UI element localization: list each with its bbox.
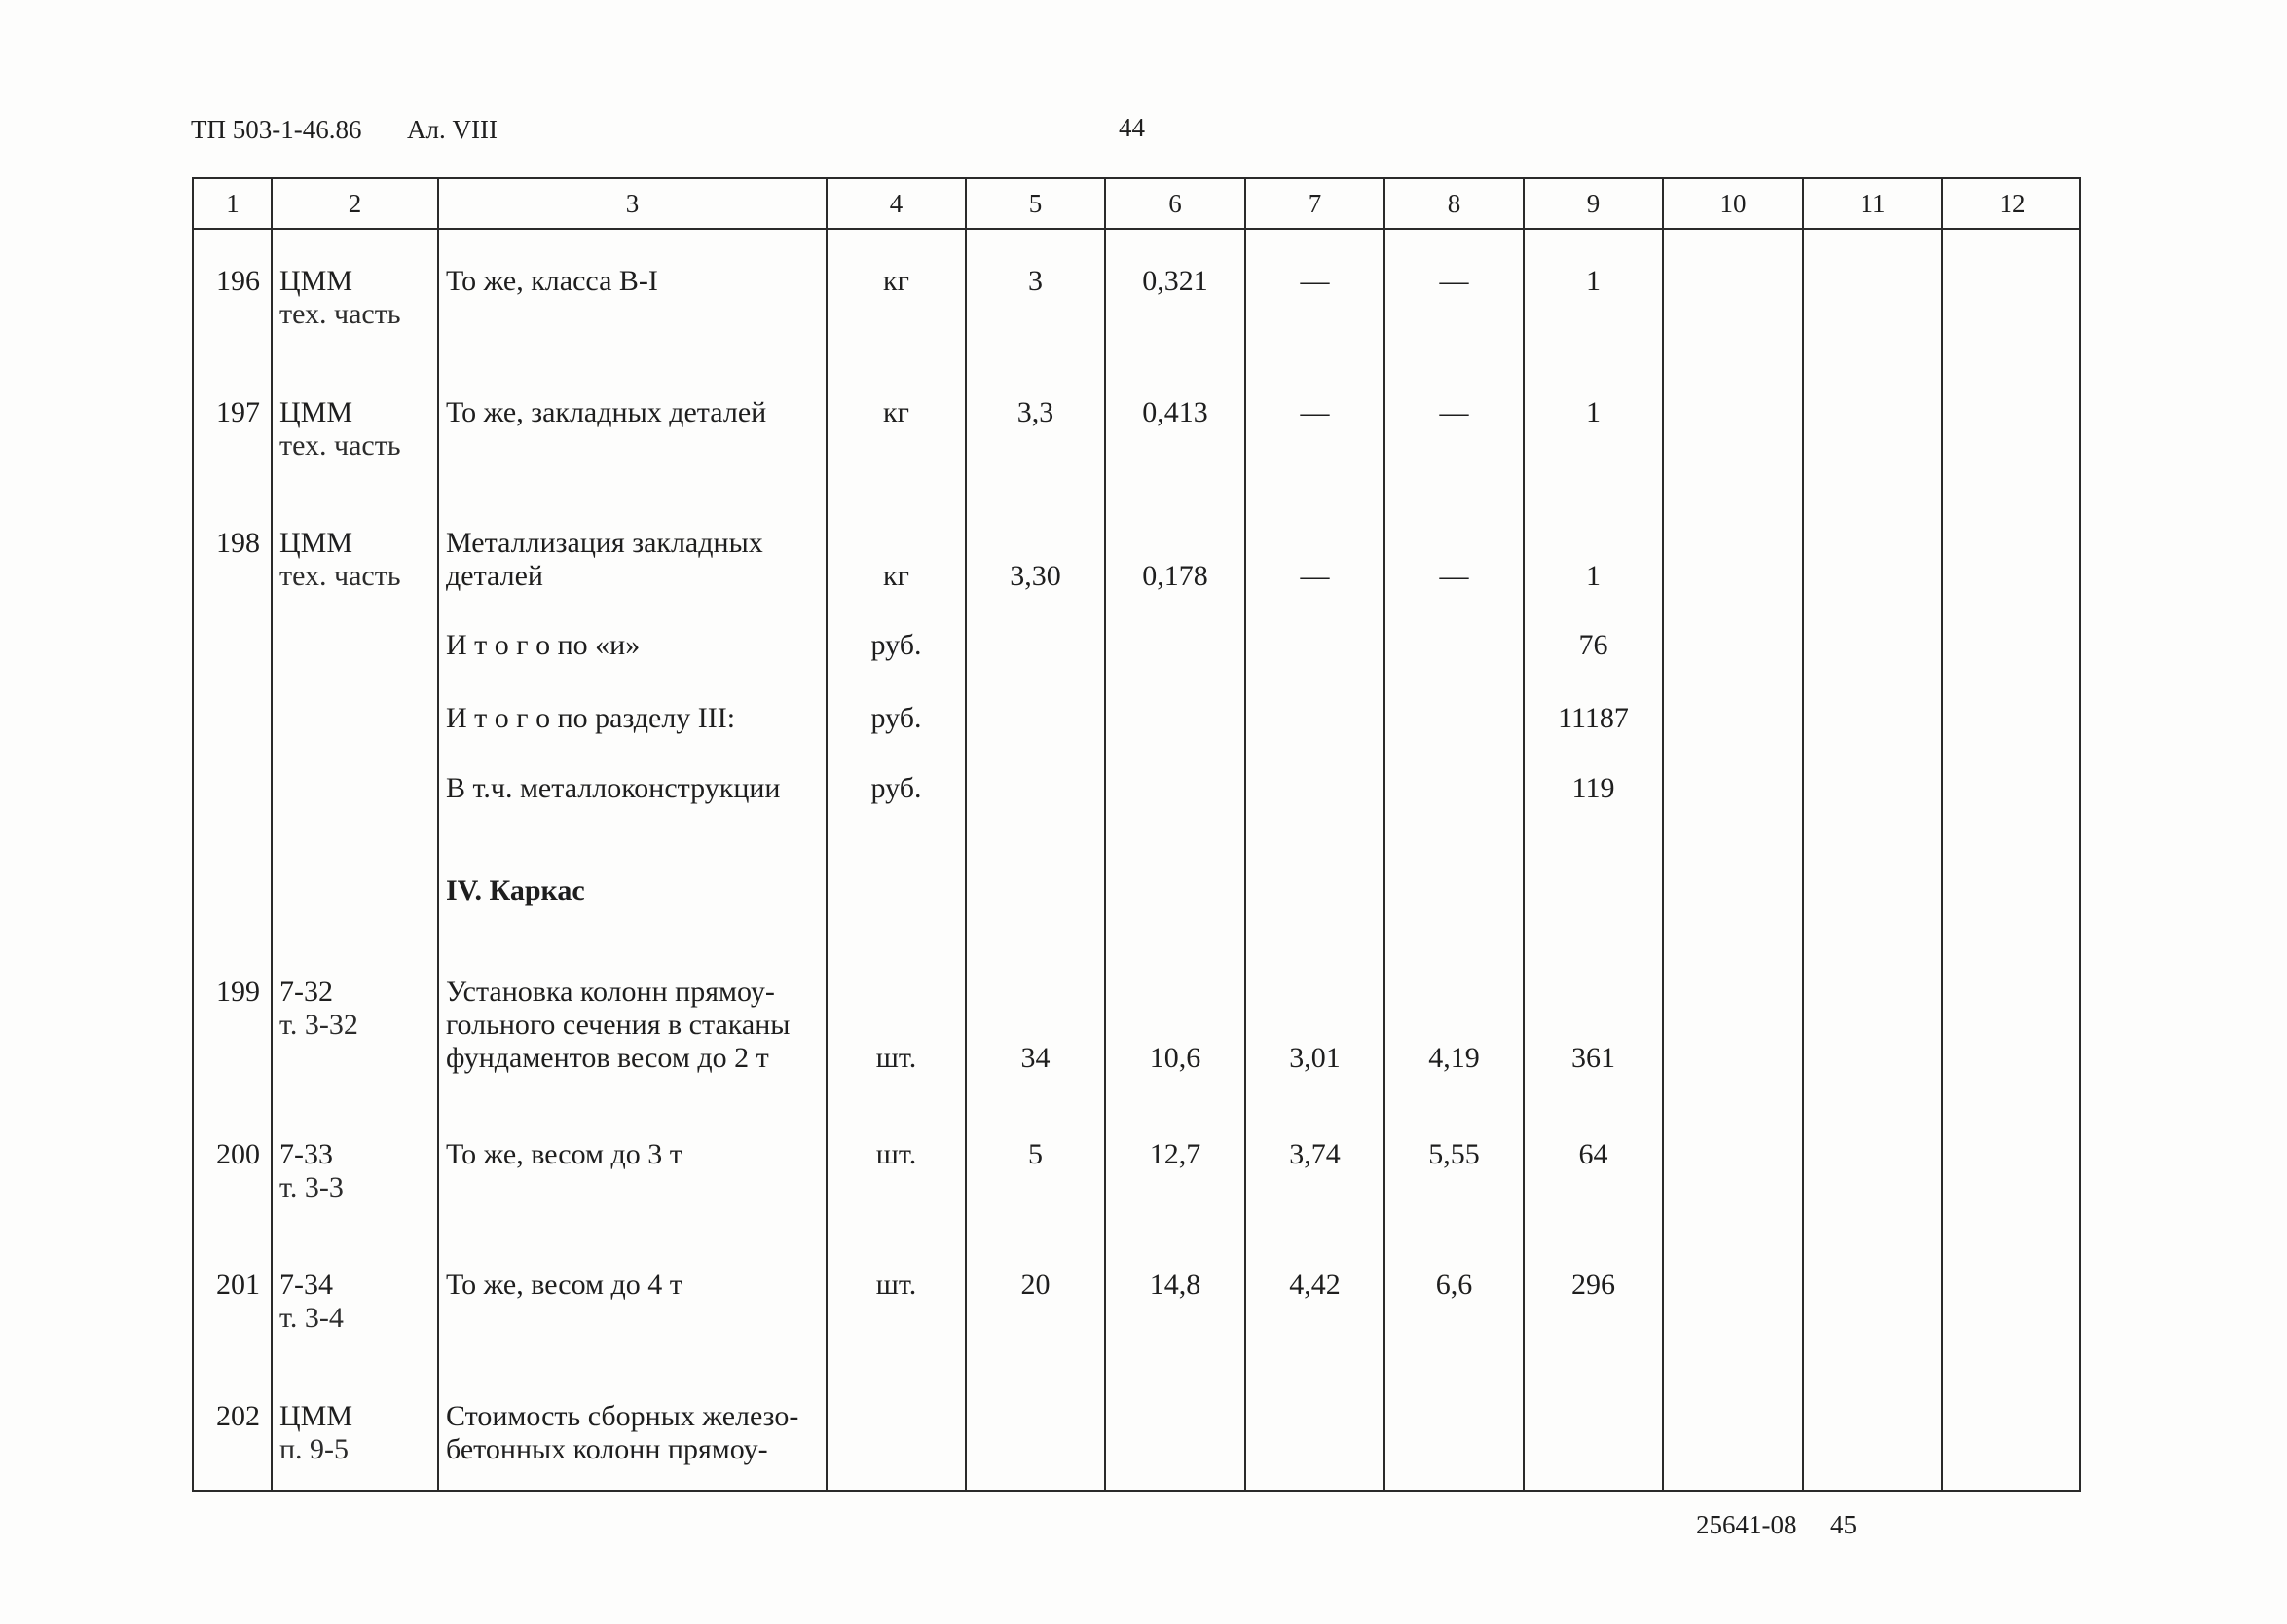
column-number: 3 bbox=[625, 189, 640, 218]
document-code: ТП 503-1-46.86 bbox=[191, 115, 362, 144]
row-number: 201 bbox=[216, 1269, 260, 1301]
row-number: 196 bbox=[216, 265, 260, 297]
item-description: То же, весом до 4 т bbox=[446, 1269, 682, 1301]
column-number: 4 bbox=[889, 189, 904, 218]
item-description: То же, закладных деталей bbox=[446, 396, 767, 428]
machine-cost: — bbox=[1439, 560, 1469, 592]
total-cost: 361 bbox=[1571, 1042, 1615, 1074]
total-cost: 296 bbox=[1571, 1269, 1615, 1301]
column-number: 10 bbox=[1719, 189, 1747, 218]
column-divider bbox=[965, 179, 967, 1490]
quantity: 20 bbox=[1020, 1269, 1051, 1301]
column-number: 6 bbox=[1168, 189, 1182, 218]
item-description: деталей bbox=[446, 560, 543, 592]
source-code: ЦММ bbox=[279, 1400, 353, 1432]
row-number: 202 bbox=[216, 1400, 260, 1432]
item-description: То же, весом до 3 т bbox=[446, 1138, 682, 1170]
column-number: 1 bbox=[226, 189, 240, 218]
unit-cost: 10,6 bbox=[1149, 1042, 1201, 1074]
unit-of-measure: кг bbox=[883, 265, 909, 297]
item-description: Металлизация закладных bbox=[446, 527, 763, 559]
source-detail: тех. часть bbox=[279, 298, 401, 330]
item-description: И т о г о по разделу III: bbox=[446, 702, 736, 734]
item-description: гольного сечения в стаканы bbox=[446, 1009, 791, 1041]
unit-of-measure: кг bbox=[883, 560, 909, 592]
total-cost: 1 bbox=[1586, 265, 1601, 297]
source-detail: т. 3-3 bbox=[279, 1171, 344, 1203]
wage-cost: 3,74 bbox=[1289, 1138, 1341, 1170]
total-cost: 64 bbox=[1578, 1138, 1608, 1170]
column-number: 5 bbox=[1028, 189, 1043, 218]
item-description: фундаментов весом до 2 т bbox=[446, 1042, 769, 1074]
footer-code: 25641-08 bbox=[1696, 1510, 1797, 1539]
column-divider bbox=[1662, 179, 1664, 1490]
total-cost: 119 bbox=[1571, 772, 1615, 804]
item-description: В т.ч. металлоконструкции bbox=[446, 772, 781, 804]
unit-cost: 14,8 bbox=[1149, 1269, 1201, 1301]
row-number: 200 bbox=[216, 1138, 260, 1170]
unit-cost: 12,7 bbox=[1149, 1138, 1201, 1170]
column-number: 9 bbox=[1586, 189, 1601, 218]
machine-cost: — bbox=[1439, 396, 1469, 428]
column-divider bbox=[826, 179, 828, 1490]
row-number: 199 bbox=[216, 976, 260, 1008]
total-cost: 11187 bbox=[1558, 702, 1629, 734]
page-number: 44 bbox=[1119, 113, 1145, 142]
header-divider bbox=[194, 228, 2079, 230]
unit-of-measure: руб. bbox=[870, 772, 922, 804]
column-divider bbox=[1383, 179, 1385, 1490]
source-detail: тех. часть bbox=[279, 429, 401, 461]
column-number: 12 bbox=[1999, 189, 2026, 218]
source-code: ЦММ bbox=[279, 527, 353, 559]
column-number: 8 bbox=[1447, 189, 1461, 218]
sheet-label: Ал. VIII bbox=[407, 115, 498, 144]
column-number: 2 bbox=[348, 189, 362, 218]
item-description: То же, класса В-I bbox=[446, 265, 658, 297]
section-heading: IV. Каркас bbox=[446, 874, 585, 906]
source-detail: т. 3-32 bbox=[279, 1009, 358, 1041]
column-number: 11 bbox=[1860, 189, 1886, 218]
unit-of-measure: шт. bbox=[875, 1138, 917, 1170]
column-divider bbox=[1104, 179, 1106, 1490]
source-detail: п. 9-5 bbox=[279, 1433, 350, 1465]
row-number: 197 bbox=[216, 396, 260, 428]
unit-of-measure: кг bbox=[883, 396, 909, 428]
unit-cost: 0,178 bbox=[1142, 560, 1208, 592]
source-code: ЦММ bbox=[279, 265, 353, 297]
unit-of-measure: руб. bbox=[870, 702, 922, 734]
total-cost: 1 bbox=[1586, 560, 1601, 592]
wage-cost: 3,01 bbox=[1289, 1042, 1341, 1074]
column-divider bbox=[1941, 179, 1943, 1490]
machine-cost: 6,6 bbox=[1435, 1269, 1473, 1301]
column-number: 7 bbox=[1308, 189, 1322, 218]
quantity: 3,30 bbox=[1010, 560, 1061, 592]
quantity: 3 bbox=[1028, 265, 1043, 297]
machine-cost: 5,55 bbox=[1428, 1138, 1480, 1170]
item-description: Установка колонн прямоу- bbox=[446, 976, 775, 1008]
wage-cost: 4,42 bbox=[1289, 1269, 1341, 1301]
quantity: 34 bbox=[1020, 1042, 1051, 1074]
total-cost: 1 bbox=[1586, 396, 1601, 428]
source-detail: тех. часть bbox=[279, 560, 401, 592]
row-number: 198 bbox=[216, 527, 260, 559]
unit-of-measure: шт. bbox=[875, 1269, 917, 1301]
wage-cost: — bbox=[1300, 396, 1330, 428]
column-divider bbox=[437, 179, 439, 1490]
footer-page: 45 bbox=[1830, 1510, 1857, 1539]
source-code: 7-34 bbox=[279, 1269, 333, 1301]
source-code: 7-33 bbox=[279, 1138, 333, 1170]
item-description: бетонных колонн прямоу- bbox=[446, 1433, 768, 1465]
column-divider bbox=[1523, 179, 1525, 1490]
wage-cost: — bbox=[1300, 265, 1330, 297]
item-description: И т о г о по «и» bbox=[446, 629, 641, 661]
column-divider bbox=[1802, 179, 1804, 1490]
source-detail: т. 3-4 bbox=[279, 1302, 344, 1334]
item-description: Стоимость сборных железо- bbox=[446, 1400, 799, 1432]
unit-cost: 0,413 bbox=[1142, 396, 1208, 428]
unit-of-measure: руб. bbox=[870, 629, 922, 661]
wage-cost: — bbox=[1300, 560, 1330, 592]
machine-cost: 4,19 bbox=[1428, 1042, 1480, 1074]
machine-cost: — bbox=[1439, 265, 1469, 297]
unit-cost: 0,321 bbox=[1142, 265, 1208, 297]
source-code: 7-32 bbox=[279, 976, 333, 1008]
quantity: 3,3 bbox=[1016, 396, 1054, 428]
estimate-table bbox=[192, 177, 2081, 1492]
source-code: ЦММ bbox=[279, 396, 353, 428]
unit-of-measure: шт. bbox=[875, 1042, 917, 1074]
column-divider bbox=[1244, 179, 1246, 1490]
quantity: 5 bbox=[1028, 1138, 1043, 1170]
total-cost: 76 bbox=[1578, 629, 1608, 661]
column-divider bbox=[271, 179, 273, 1490]
